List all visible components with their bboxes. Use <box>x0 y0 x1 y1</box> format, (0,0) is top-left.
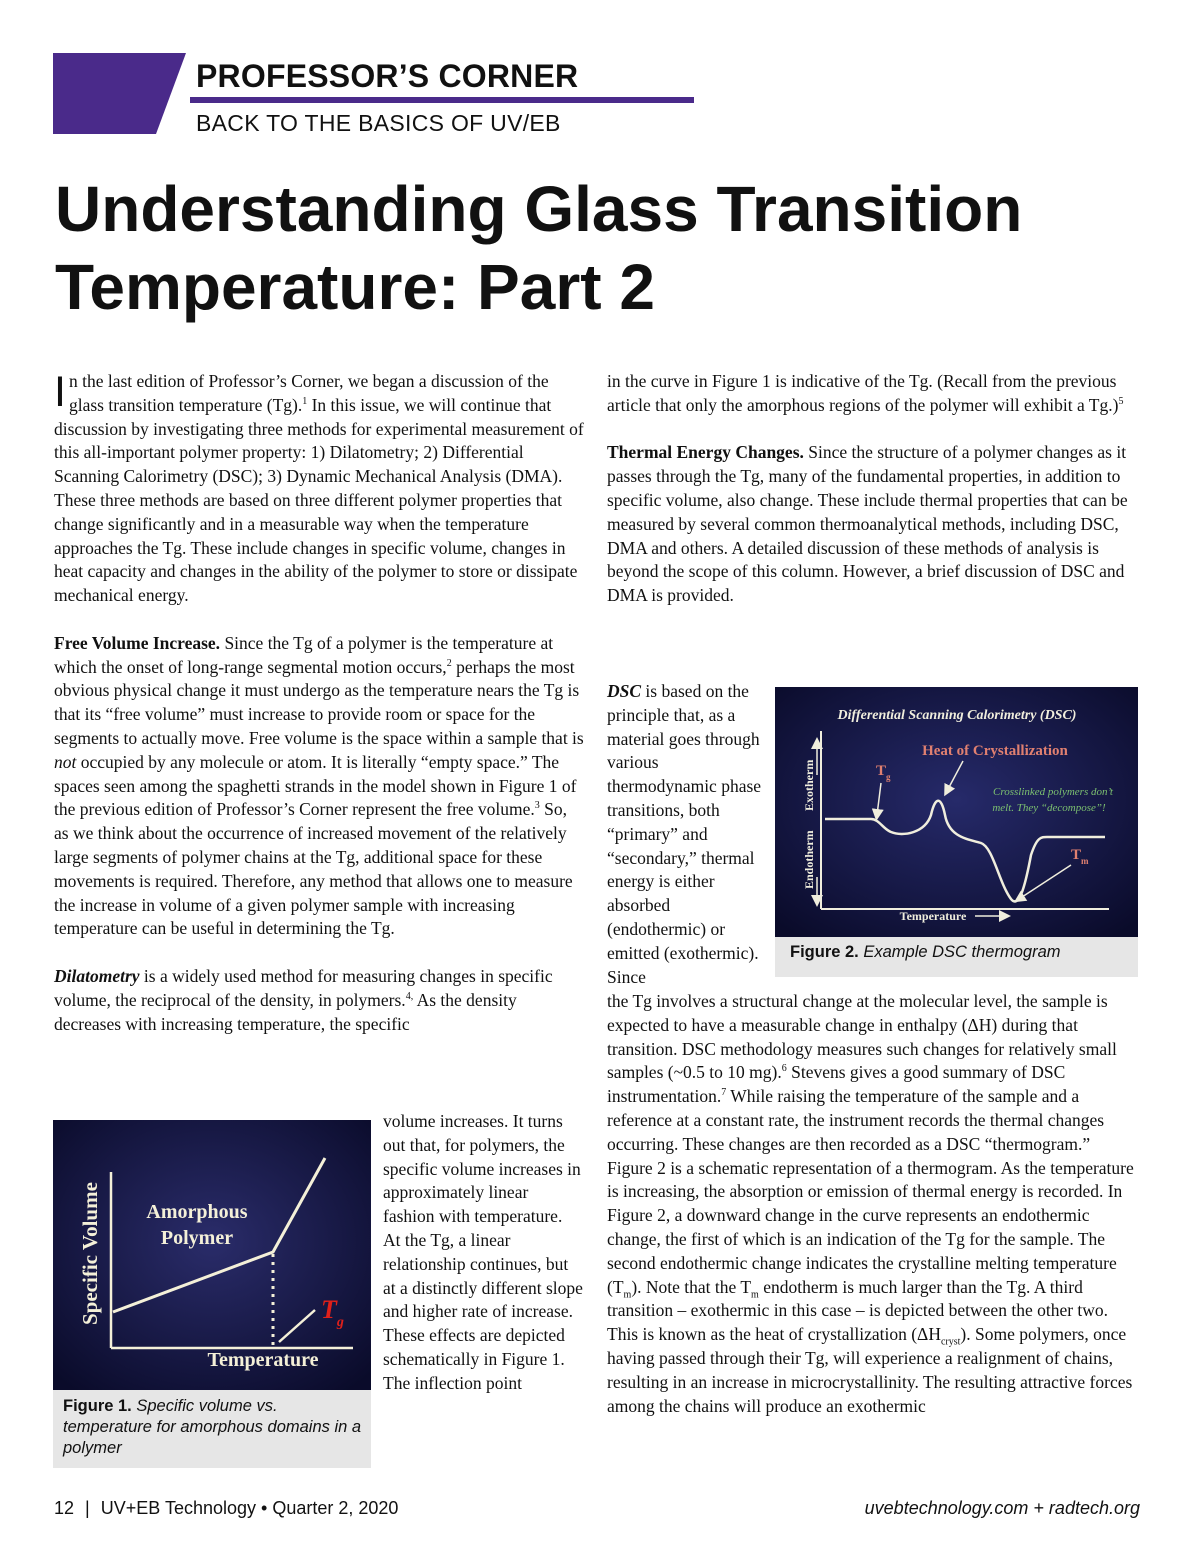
footer-publication <box>54 1498 398 1519</box>
intro-paragraph: In the last edition of Professor’s Corner, we began a discussion of the glass transition temperature (Tg).$^1$ In this issue, we will continue that discussion by investigating three methods for experimental measurement of this all-important polymer property: 1) Dilatometry; 2) Differential Scanning Calorimetry (DSC); 3) Dynamic Mechanical Analysis (DMA). These three methods are based on three different polymer properties that change significantly and in a measurable way when the temperature approaches the Tg. These include changes in specific volume, changes in heat capacity and changes in the ability of the polymer to store or dissipate mechanical energy. <box>54 368 584 606</box>
dsc-x-axis-label: Temperature <box>899 909 967 923</box>
dsc-title: Differential Scanning Calorimetry (DSC) <box>837 708 1077 723</box>
crosslinked-note-1: Crosslinked polymers don’t <box>993 786 1113 798</box>
dilatometry-paragraph: Dilatometry is a widely used method for measuring changes in specific volume, the reciprocal of the density, in polymers.$^{4,}$ As the density decreases with increasing temperature, the specific <box>54 965 553 1034</box>
section-subkicker: BACK TO THE BASICS OF UV/EB <box>196 110 561 136</box>
dsc-intro: DSC is based on the principle that, as a material goes through various thermodynamic phase transitions, both “primary” and “secondary,” thermal energy is either absorbed (endothermic) or emitted (exothermic). Since <box>607 681 762 987</box>
left-column <box>54 370 584 1060</box>
dsc-tg-label: $T_g$ <box>876 763 891 782</box>
page-number: 12 <box>54 1498 75 1518</box>
exotherm-label: Exotherm <box>802 759 816 811</box>
amorphous-label-1: Amorphous <box>146 1201 248 1223</box>
crosslinked-note-2: melt. They “decompose”! <box>992 802 1106 814</box>
drop-cap: I <box>54 368 66 416</box>
amorphous-label-2: Polymer <box>160 1227 234 1249</box>
dilatometry-continued: volume increases. It turns out that, for polymers, the specific volume increases in approximately linear fashion with temperature. At the Tg, a linear relationship continues, but at a distinctly different slope and higher rate of increase. These effects are depicted schematically in Figure 1. The inflection point <box>383 1111 583 1393</box>
right-column <box>607 370 1137 632</box>
kicker-rule <box>190 97 694 103</box>
footer-separator: | <box>85 1498 90 1518</box>
free-volume-heading: Free Volume Increase. <box>54 632 221 653</box>
dilatometry-heading: Dilatometry <box>54 965 140 986</box>
free-volume-paragraph: Free Volume Increase. Since the Tg of a polymer is the temperature at which the onset of long-range segmental motion occurs,$^2$ perhaps the most obvious physical change it must undergo as the temperature nears the Tg is that its “free volume” must increase to provide room or space for the segments to actually move. Free volume is the space within a sample that is not occupied by any molecule or atom. It is literally “empty space.” The spaces seen among the spaghetti strands in the model shown in Figure 1 of the previous edition of Professor’s Corner represent the free volume.$^3$ So, as we think about the occurrence of increased movement of the relatively large segments of polymer chains at the Tg, additional space for these movements is required. Therefore, any method that allows one to measure the increase in volume of a given polymer sample with increasing temperature can be useful in determining the Tg. <box>54 632 584 939</box>
thermal-energy-paragraph: Thermal Energy Changes. Since the structure of a polymer changes as it passes through the Tg, many of the fundamental properties, in addition to specific volume, also change. These include thermal properties that can be measured by several common thermoanalytical methods, including DSC, DMA and others. A detailed discussion of these methods of analysis is beyond the scope of this column. However, a brief discussion of DSC and DMA is provided. <box>607 442 1128 606</box>
figure-2 <box>775 687 1138 977</box>
heat-crystallization-label: Heat of Crystallization <box>922 743 1068 759</box>
article-title <box>55 170 1155 326</box>
title-line-2: Temperature: Part 2 <box>55 251 655 323</box>
header-accent-tab <box>53 53 186 134</box>
publication-name: UV+EB Technology • Quarter 2, 2020 <box>100 1498 399 1518</box>
inflection-paragraph: in the curve in Figure 1 is indicative of the Tg. (Recall from the previous article that only the amorphous regions of the polymer will exhibit a Tg.)$^5$ <box>607 371 1124 415</box>
x-axis-label: Temperature <box>207 1349 319 1371</box>
footer-websites: uvebtechnology.com + radtech.org <box>864 1498 1140 1518</box>
figure-1 <box>53 1120 371 1468</box>
figure-1-caption: Figure 1. Specific volume vs. temperature for amorphous domains in a polymer <box>63 1397 362 1457</box>
dsc-paragraph: the Tg involves a structural change at the molecular level, the sample is expected to have a measurable change in enthalpy (ΔH) during that transition. DSC methodology measures such changes for relatively small samples (~0.5 to 10 mg).$^6$ Stevens gives a good summary of DSC instrumentation.$^7$ While raising the temperature of the sample and a reference at a constant rate, the instrument records the thermal changes occurring. These changes are then recorded as a DSC “thermogram.” Figure 2 is a schematic representation of a thermogram. As the temperature is increasing, the absorption or emission of thermal energy is recorded. In Figure 2, a downward change in the curve represents an endothermic change, the first of which is an indication of the Tg for the sample. The second endothermic change indicates the crystalline melting temperature $(T_m)$. Note that the $T_m$ endotherm is much larger than the Tg. A third transition – exothermic in this case – is depicted between the other two. This is known as the heat of crystallization $(\Delta H_{cryst})$. Some polymers, once having passed through their Tg, will experience a realignment of chains, resulting in an increase in microcrystallinity. The resulting attractive forces among the chains will produce an exothermic <box>607 991 1134 1416</box>
tg-label: $T_g$ <box>321 1295 344 1330</box>
dsc-heading: DSC <box>607 681 642 701</box>
figure-1-plot <box>53 1120 371 1390</box>
figure-2-caption: Figure 2. Example DSC thermogram <box>790 943 1061 961</box>
section-kicker: PROFESSOR’S CORNER <box>196 58 579 94</box>
dsc-tm-label: $T_m$ <box>1071 847 1089 866</box>
title-line-1: Understanding Glass Transition <box>55 173 1023 245</box>
figure-2-plot <box>775 687 1138 937</box>
y-axis-label: Specific Volume <box>78 1182 102 1325</box>
thermal-energy-heading: Thermal Energy Changes. <box>607 442 804 463</box>
endotherm-label: Endotherm <box>802 830 816 889</box>
